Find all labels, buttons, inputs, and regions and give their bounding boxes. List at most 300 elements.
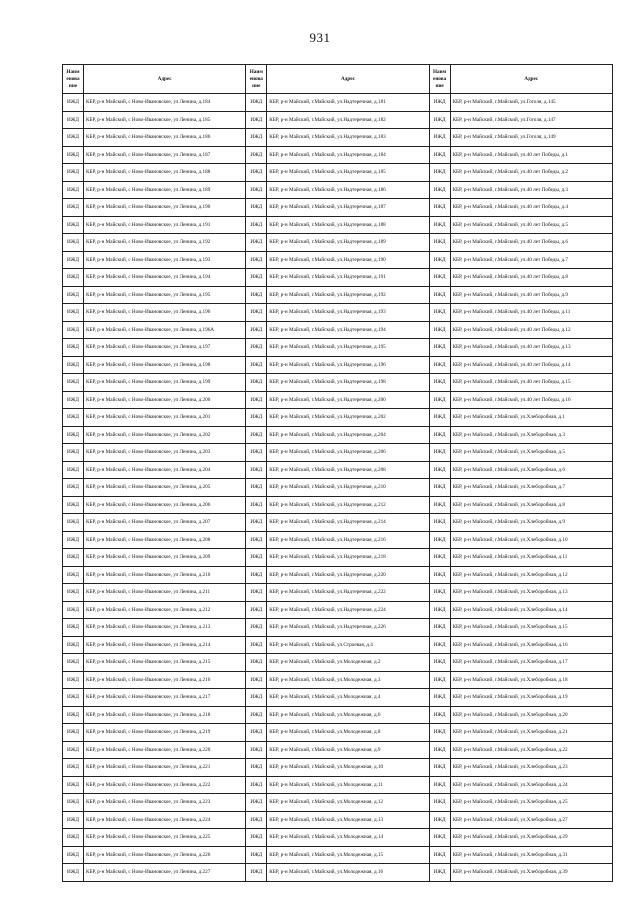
building-type-cell: ИЖД	[246, 374, 267, 392]
table-body	[63, 94, 613, 882]
building-type-cell: ИЖД	[63, 234, 84, 252]
building-type-cell: ИЖД	[63, 794, 84, 812]
address-cell: КБР, р-н Майский, г.Майский, ул.Надтеречная, д.204	[267, 426, 429, 444]
building-type-cell: ИЖД	[246, 794, 267, 812]
address-cell: КБР, р-н Майский, г.Майский, ул.Надтеречная, д.202	[267, 409, 429, 427]
address-cell: КБР, р-н Майский, г.Майский, ул.Хлеборобная, д.14	[450, 601, 612, 619]
building-type-cell: ИЖД	[63, 461, 84, 479]
building-type-cell: ИЖД	[246, 601, 267, 619]
address-cell: КБР, р-н Майский, г.Майский, ул.40 лет Победы, д.13	[450, 339, 612, 357]
address-cell: КБР, р-н Майский, г.Майский, ул.Строевая, д.4	[267, 636, 429, 654]
address-cell: КБР, р-н Майский, г.Майский, ул.Молодежная, д.11	[267, 776, 429, 794]
building-type-cell: ИЖД	[246, 566, 267, 584]
address-cell: КБР, р-н Майский, г.Майский, ул.Хлеборобная, д.13	[450, 584, 612, 602]
building-type-cell: ИЖД	[63, 479, 84, 497]
address-cell: КБР, р-н Майский, г.Майский, ул.Надтеречная, д.187	[267, 199, 429, 217]
table-row	[63, 356, 613, 374]
address-cell: КБР, р-н Майский, г.Майский, ул.Надтеречная, д.182	[267, 111, 429, 129]
building-type-cell: ИЖД	[429, 199, 450, 217]
address-cell: КБР, р-н Майский, с Ново-Ивановское, ул Ленина, д.206	[84, 496, 246, 514]
address-cell: КБР, р-н Майский, г.Майский, ул.Надтеречная, д.206	[267, 444, 429, 462]
table-row	[63, 496, 613, 514]
building-type-cell: ИЖД	[429, 864, 450, 882]
address-cell: КБР, р-н Майский, г.Майский, ул.Хлеборобная, д.6	[450, 461, 612, 479]
building-type-cell: ИЖД	[429, 846, 450, 864]
address-cell: КБР, р-н Майский, г.Майский, ул.40 лет Победы, д.15	[450, 374, 612, 392]
table-row	[63, 759, 613, 777]
building-type-cell: ИЖД	[63, 111, 84, 129]
address-cell: КБР, р-н Майский, г.Майский, ул.40 лет Победы, д.6	[450, 234, 612, 252]
address-cell: КБР, р-н Майский, г.Майский, ул.Надтеречная, д.185	[267, 164, 429, 182]
address-cell: КБР, р-н Майский, г.Майский, ул.Молодежная, д.6	[267, 706, 429, 724]
building-type-cell: ИЖД	[63, 776, 84, 794]
address-cell: КБР, р-н Майский, г.Майский, ул.Хлеборобная, д.17	[450, 654, 612, 672]
building-type-cell: ИЖД	[429, 321, 450, 339]
address-cell: КБР, р-н Майский, с Ново-Ивановское, ул Ленина, д.216	[84, 671, 246, 689]
building-type-cell: ИЖД	[429, 111, 450, 129]
address-cell: КБР, р-н Майский, г.Майский, ул.Хлеборобная, д.27	[450, 811, 612, 829]
table-row	[63, 286, 613, 304]
building-type-cell: ИЖД	[429, 584, 450, 602]
building-type-cell: ИЖД	[63, 391, 84, 409]
building-type-cell: ИЖД	[246, 706, 267, 724]
table-row	[63, 304, 613, 322]
building-type-cell: ИЖД	[429, 531, 450, 549]
address-cell: КБР, р-н Майский, с Ново-Ивановское, ул Ленина, д.185	[84, 111, 246, 129]
building-type-cell: ИЖД	[429, 164, 450, 182]
column-header-address: Адрес	[450, 65, 612, 94]
address-cell: КБР, р-н Майский, с Ново-Ивановское, ул Ленина, д.196	[84, 304, 246, 322]
building-type-cell: ИЖД	[429, 811, 450, 829]
building-type-cell: ИЖД	[63, 146, 84, 164]
building-type-cell: ИЖД	[429, 391, 450, 409]
address-cell: КБР, р-н Майский, с Ново-Ивановское, ул Ленина, д.212	[84, 601, 246, 619]
address-cell: КБР, р-н Майский, г.Майский, ул.Надтеречная, д.192	[267, 286, 429, 304]
building-type-cell: ИЖД	[246, 321, 267, 339]
address-cell: КБР, р-н Майский, г.Майский, ул.Хлеборобная, д.39	[450, 864, 612, 882]
building-type-cell: ИЖД	[429, 724, 450, 742]
building-type-cell: ИЖД	[246, 584, 267, 602]
address-cell: КБР, р-н Майский, с Ново-Ивановское, ул Ленина, д.225	[84, 829, 246, 847]
building-type-cell: ИЖД	[63, 724, 84, 742]
table-row	[63, 566, 613, 584]
address-cell: КБР, р-н Майский, г.Майский, ул.Молодежная, д.3	[267, 671, 429, 689]
building-type-cell: ИЖД	[246, 549, 267, 567]
address-cell: КБР, р-н Майский, г.Майский, ул.Надтеречная, д.200	[267, 391, 429, 409]
address-cell: КБР, р-н Майский, г.Майский, ул.40 лет Победы, д.9	[450, 286, 612, 304]
address-cell: КБР, р-н Майский, г.Майский, ул.Гоголя, д.149	[450, 129, 612, 147]
building-type-cell: ИЖД	[63, 531, 84, 549]
building-type-cell: ИЖД	[429, 496, 450, 514]
building-type-cell: ИЖД	[429, 356, 450, 374]
building-type-cell: ИЖД	[429, 304, 450, 322]
address-cell: КБР, р-н Майский, с Ново-Ивановское, ул Ленина, д.218	[84, 706, 246, 724]
building-type-cell: ИЖД	[63, 164, 84, 182]
building-type-cell: ИЖД	[429, 514, 450, 532]
table-row	[63, 146, 613, 164]
building-type-cell: ИЖД	[429, 601, 450, 619]
column-header-type: Наим енова ние	[429, 65, 450, 94]
address-cell: КБР, р-н Майский, г.Майский, ул.Надтеречная, д.222	[267, 584, 429, 602]
table-row	[63, 461, 613, 479]
address-cell: КБР, р-н Майский, г.Майский, ул.Надтеречная, д.220	[267, 566, 429, 584]
building-type-cell: ИЖД	[246, 531, 267, 549]
address-cell: КБР, р-н Майский, с Ново-Ивановское, ул Ленина, д.184	[84, 94, 246, 112]
building-type-cell: ИЖД	[429, 94, 450, 112]
table-row	[63, 619, 613, 637]
building-type-cell: ИЖД	[63, 374, 84, 392]
address-cell: КБР, р-н Майский, г.Майский, ул.Надтеречная, д.196	[267, 356, 429, 374]
building-type-cell: ИЖД	[63, 584, 84, 602]
table-row	[63, 531, 613, 549]
building-type-cell: ИЖД	[63, 199, 84, 217]
building-type-cell: ИЖД	[429, 636, 450, 654]
address-cell: КБР, р-н Майский, с Ново-Ивановское, ул Ленина, д.223	[84, 794, 246, 812]
building-type-cell: ИЖД	[63, 514, 84, 532]
table-row	[63, 374, 613, 392]
building-type-cell: ИЖД	[429, 146, 450, 164]
building-type-cell: ИЖД	[63, 741, 84, 759]
building-type-cell: ИЖД	[429, 689, 450, 707]
address-cell: КБР, р-н Майский, г.Майский, ул.Надтеречная, д.181	[267, 94, 429, 112]
table-row	[63, 339, 613, 357]
table-row	[63, 391, 613, 409]
building-type-cell: ИЖД	[63, 426, 84, 444]
address-cell: КБР, р-н Майский, с Ново-Ивановское, ул Ленина, д.215	[84, 654, 246, 672]
table-row	[63, 776, 613, 794]
address-cell: КБР, р-н Майский, г.Майский, ул.Молодежная, д.10	[267, 759, 429, 777]
table-row	[63, 829, 613, 847]
building-type-cell: ИЖД	[429, 479, 450, 497]
table-row	[63, 654, 613, 672]
table-row	[63, 181, 613, 199]
table-row	[63, 689, 613, 707]
building-type-cell: ИЖД	[63, 864, 84, 882]
address-cell: КБР, р-н Майский, с Ново-Ивановское, ул Ленина, д.194	[84, 269, 246, 287]
building-type-cell: ИЖД	[246, 339, 267, 357]
column-header-address: Адрес	[267, 65, 429, 94]
building-type-cell: ИЖД	[246, 864, 267, 882]
table-row	[63, 514, 613, 532]
address-cell: КБР, р-н Майский, с Ново-Ивановское, ул Ленина, д.191	[84, 216, 246, 234]
address-cell: КБР, р-н Майский, с Ново-Ивановское, ул Ленина, д.217	[84, 689, 246, 707]
building-type-cell: ИЖД	[63, 636, 84, 654]
address-cell: КБР, р-н Майский, с Ново-Ивановское, ул Ленина, д.211	[84, 584, 246, 602]
address-cell: КБР, р-н Майский, г.Майский, ул.Надтеречная, д.195	[267, 339, 429, 357]
building-type-cell: ИЖД	[63, 549, 84, 567]
building-type-cell: ИЖД	[246, 776, 267, 794]
address-cell: КБР, р-н Майский, г.Майский, ул.Хлеборобная, д.25	[450, 794, 612, 812]
address-cell: КБР, р-н Майский, с Ново-Ивановское, ул Ленина, д.198	[84, 356, 246, 374]
building-type-cell: ИЖД	[63, 286, 84, 304]
address-cell: КБР, р-н Майский, г.Майский, ул.Хлеборобная, д.8	[450, 496, 612, 514]
address-cell: КБР, р-н Майский, г.Майский, ул.40 лет Победы, д.16	[450, 391, 612, 409]
address-cell: КБР, р-н Майский, с Ново-Ивановское, ул Ленина, д.222	[84, 776, 246, 794]
building-type-cell: ИЖД	[63, 829, 84, 847]
table-row	[63, 129, 613, 147]
address-cell: КБР, р-н Майский, г.Майский, ул.Хлеборобная, д.19	[450, 689, 612, 707]
address-cell: КБР, р-н Майский, с Ново-Ивановское, ул Ленина, д.208	[84, 531, 246, 549]
building-type-cell: ИЖД	[63, 759, 84, 777]
address-cell: КБР, р-н Майский, г.Майский, ул.Хлеборобная, д.24	[450, 776, 612, 794]
address-cell: КБР, р-н Майский, г.Майский, ул.Хлеборобная, д.5	[450, 444, 612, 462]
address-cell: КБР, р-н Майский, г.Майский, ул.40 лет Победы, д.2	[450, 164, 612, 182]
building-type-cell: ИЖД	[429, 741, 450, 759]
table-row	[63, 479, 613, 497]
building-type-cell: ИЖД	[429, 706, 450, 724]
address-cell: КБР, р-н Майский, г.Майский, ул.Надтеречная, д.208	[267, 461, 429, 479]
building-type-cell: ИЖД	[429, 251, 450, 269]
table-row	[63, 846, 613, 864]
building-type-cell: ИЖД	[246, 146, 267, 164]
address-cell: КБР, р-н Майский, г.Майский, ул.Молодежная, д.16	[267, 864, 429, 882]
table-row	[63, 636, 613, 654]
building-type-cell: ИЖД	[63, 129, 84, 147]
address-cell: КБР, р-н Майский, г.Майский, ул.40 лет Победы, д.5	[450, 216, 612, 234]
address-cell: КБР, р-н Майский, г.Майский, ул.Хлеборобная, д.20	[450, 706, 612, 724]
address-cell: КБР, р-н Майский, г.Майский, ул.Гоголя, д.145	[450, 94, 612, 112]
address-cell: КБР, р-н Майский, г.Майский, ул.Молодежная, д.8	[267, 724, 429, 742]
building-type-cell: ИЖД	[429, 286, 450, 304]
address-cell: КБР, р-н Майский, с Ново-Ивановское, ул Ленина, д.207	[84, 514, 246, 532]
address-cell: КБР, р-н Майский, г.Майский, ул.40 лет Победы, д.3	[450, 181, 612, 199]
address-cell: КБР, р-н Майский, г.Майский, ул.Хлеборобная, д.7	[450, 479, 612, 497]
table-row	[63, 706, 613, 724]
address-cell: КБР, р-н Майский, с Ново-Ивановское, ул Ленина, д.190	[84, 199, 246, 217]
table-header-row	[63, 65, 613, 94]
building-type-cell: ИЖД	[63, 444, 84, 462]
address-cell: КБР, р-н Майский, с Ново-Ивановское, ул Ленина, д.189	[84, 181, 246, 199]
table-row	[63, 234, 613, 252]
address-cell: КБР, р-н Майский, с Ново-Ивановское, ул Ленина, д.193	[84, 251, 246, 269]
table-row	[63, 199, 613, 217]
address-cell: КБР, р-н Майский, г.Майский, ул.Надтеречная, д.210	[267, 479, 429, 497]
address-cell: КБР, р-н Майский, г.Майский, ул.Гоголя, д.147	[450, 111, 612, 129]
building-type-cell: ИЖД	[63, 181, 84, 199]
building-type-cell: ИЖД	[429, 374, 450, 392]
address-cell: КБР, р-н Майский, с Ново-Ивановское, ул Ленина, д.201	[84, 409, 246, 427]
address-cell: КБР, р-н Майский, с Ново-Ивановское, ул Ленина, д.203	[84, 444, 246, 462]
building-type-cell: ИЖД	[246, 94, 267, 112]
address-cell: КБР, р-н Майский, г.Майский, ул.40 лет Победы, д.12	[450, 321, 612, 339]
address-cell: КБР, р-н Майский, с Ново-Ивановское, ул Ленина, д.202	[84, 426, 246, 444]
address-cell: КБР, р-н Майский, г.Майский, ул.Хлеборобная, д.22	[450, 741, 612, 759]
address-cell: КБР, р-н Майский, г.Майский, ул.Молодежная, д.13	[267, 811, 429, 829]
address-cell: КБР, р-н Майский, г.Майский, ул.40 лет Победы, д.4	[450, 199, 612, 217]
building-type-cell: ИЖД	[63, 94, 84, 112]
address-cell: КБР, р-н Майский, г.Майский, ул.Надтеречная, д.194	[267, 321, 429, 339]
address-cell: КБР, р-н Майский, г.Майский, ул.Надтеречная, д.224	[267, 601, 429, 619]
address-cell: КБР, р-н Майский, с Ново-Ивановское, ул Ленина, д.188	[84, 164, 246, 182]
address-cell: КБР, р-н Майский, с Ново-Ивановское, ул Ленина, д.220	[84, 741, 246, 759]
table-row	[63, 724, 613, 742]
building-type-cell: ИЖД	[63, 654, 84, 672]
address-cell: КБР, р-н Майский, г.Майский, ул.Надтеречная, д.193	[267, 304, 429, 322]
building-type-cell: ИЖД	[246, 829, 267, 847]
building-type-cell: ИЖД	[63, 846, 84, 864]
building-type-cell: ИЖД	[429, 549, 450, 567]
address-cell: КБР, р-н Майский, с Ново-Ивановское, ул Ленина, д.213	[84, 619, 246, 637]
address-cell: КБР, р-н Майский, г.Майский, ул.Надтеречная, д.212	[267, 496, 429, 514]
table-row	[63, 269, 613, 287]
address-cell: КБР, р-н Майский, г.Майский, ул.40 лет Победы, д.1	[450, 146, 612, 164]
building-type-cell: ИЖД	[63, 619, 84, 637]
building-type-cell: ИЖД	[246, 479, 267, 497]
address-cell: КБР, р-н Майский, г.Майский, ул.Молодежная, д.12	[267, 794, 429, 812]
page-number: 931	[309, 30, 331, 45]
building-type-cell: ИЖД	[63, 321, 84, 339]
building-type-cell: ИЖД	[246, 811, 267, 829]
table-row	[63, 409, 613, 427]
column-header-type: Наим енова ние	[246, 65, 267, 94]
building-type-cell: ИЖД	[429, 654, 450, 672]
address-cell: КБР, р-н Майский, с Ново-Ивановское, ул Ленина, д.219	[84, 724, 246, 742]
address-cell: КБР, р-н Майский, г.Майский, ул.Молодежная, д.9	[267, 741, 429, 759]
table-row	[63, 794, 613, 812]
address-cell: КБР, р-н Майский, г.Майский, ул.Хлеборобная, д.11	[450, 549, 612, 567]
building-type-cell: ИЖД	[246, 671, 267, 689]
address-cell: КБР, р-н Майский, с Ново-Ивановское, ул Ленина, д.204	[84, 461, 246, 479]
building-type-cell: ИЖД	[429, 426, 450, 444]
building-type-cell: ИЖД	[63, 304, 84, 322]
building-type-cell: ИЖД	[246, 759, 267, 777]
building-type-cell: ИЖД	[246, 636, 267, 654]
building-type-cell: ИЖД	[246, 724, 267, 742]
table-row	[63, 549, 613, 567]
table-row	[63, 864, 613, 882]
building-type-cell: ИЖД	[429, 566, 450, 584]
building-type-cell: ИЖД	[429, 829, 450, 847]
table-row	[63, 444, 613, 462]
building-type-cell: ИЖД	[246, 846, 267, 864]
column-header-type: Наим енова ние	[63, 65, 84, 94]
address-cell: КБР, р-н Майский, с Ново-Ивановское, ул Ленина, д.205	[84, 479, 246, 497]
building-type-cell: ИЖД	[429, 794, 450, 812]
address-cell: КБР, р-н Майский, г.Майский, ул.Хлеборобная, д.10	[450, 531, 612, 549]
table-row	[63, 426, 613, 444]
address-cell: КБР, р-н Майский, г.Майский, ул.Надтеречная, д.198	[267, 374, 429, 392]
table-row	[63, 94, 613, 112]
building-type-cell: ИЖД	[429, 444, 450, 462]
address-cell: КБР, р-н Майский, с Ново-Ивановское, ул Ленина, д.214	[84, 636, 246, 654]
address-cell: КБР, р-н Майский, с Ново-Ивановское, ул Ленина, д.187	[84, 146, 246, 164]
table-row	[63, 601, 613, 619]
building-type-cell: ИЖД	[246, 689, 267, 707]
building-type-cell: ИЖД	[63, 216, 84, 234]
building-type-cell: ИЖД	[246, 234, 267, 252]
address-cell: КБР, р-н Майский, г.Майский, ул.Надтеречная, д.216	[267, 531, 429, 549]
building-type-cell: ИЖД	[63, 689, 84, 707]
address-cell: КБР, р-н Майский, г.Майский, ул.Хлеборобная, д.31	[450, 846, 612, 864]
building-type-cell: ИЖД	[429, 461, 450, 479]
building-type-cell: ИЖД	[63, 601, 84, 619]
building-type-cell: ИЖД	[246, 251, 267, 269]
address-cell: КБР, р-н Майский, с Ново-Ивановское, ул Ленина, д.192	[84, 234, 246, 252]
address-cell: КБР, р-н Майский, г.Майский, ул.Хлеборобная, д.18	[450, 671, 612, 689]
address-cell: КБР, р-н Майский, с Ново-Ивановское, ул Ленина, д.227	[84, 864, 246, 882]
address-cell: КБР, р-н Майский, с Ново-Ивановское, ул Ленина, д.199	[84, 374, 246, 392]
building-type-cell: ИЖД	[63, 496, 84, 514]
address-cell: КБР, р-н Майский, г.Майский, ул.Хлеборобная, д.23	[450, 759, 612, 777]
building-type-cell: ИЖД	[246, 216, 267, 234]
building-type-cell: ИЖД	[429, 619, 450, 637]
address-cell: КБР, р-н Майский, г.Майский, ул.Молодежная, д.2	[267, 654, 429, 672]
building-type-cell: ИЖД	[429, 759, 450, 777]
building-type-cell: ИЖД	[246, 286, 267, 304]
building-type-cell: ИЖД	[246, 304, 267, 322]
address-cell: КБР, р-н Майский, с Ново-Ивановское, ул Ленина, д.210	[84, 566, 246, 584]
building-type-cell: ИЖД	[429, 234, 450, 252]
address-cell: КБР, р-н Майский, г.Майский, ул.Надтеречная, д.183	[267, 129, 429, 147]
building-type-cell: ИЖД	[63, 339, 84, 357]
building-type-cell: ИЖД	[63, 251, 84, 269]
building-type-cell: ИЖД	[63, 811, 84, 829]
table-row	[63, 584, 613, 602]
building-type-cell: ИЖД	[246, 426, 267, 444]
address-cell: КБР, р-н Майский, г.Майский, ул.40 лет Победы, д.7	[450, 251, 612, 269]
building-type-cell: ИЖД	[246, 409, 267, 427]
address-cell: КБР, р-н Майский, г.Майский, ул.40 лет Победы, д.8	[450, 269, 612, 287]
address-cell: КБР, р-н Майский, г.Майский, ул.Молодежная, д.15	[267, 846, 429, 864]
building-type-cell: ИЖД	[246, 741, 267, 759]
building-type-cell: ИЖД	[429, 671, 450, 689]
address-cell: КБР, р-н Майский, г.Майский, ул.Надтеречная, д.191	[267, 269, 429, 287]
building-type-cell: ИЖД	[246, 514, 267, 532]
building-type-cell: ИЖД	[246, 444, 267, 462]
building-type-cell: ИЖД	[246, 461, 267, 479]
building-type-cell: ИЖД	[429, 776, 450, 794]
building-type-cell: ИЖД	[246, 356, 267, 374]
building-type-cell: ИЖД	[246, 496, 267, 514]
address-cell: КБР, р-н Майский, г.Майский, ул.Хлеборобная, д.15	[450, 619, 612, 637]
address-cell: КБР, р-н Майский, г.Майский, ул.Хлеборобная, д.1	[450, 409, 612, 427]
address-cell: КБР, р-н Майский, г.Майский, ул.Надтеречная, д.189	[267, 234, 429, 252]
address-cell: КБР, р-н Майский, с Ново-Ивановское, ул Ленина, д.221	[84, 759, 246, 777]
building-type-cell: ИЖД	[246, 199, 267, 217]
address-cell: КБР, р-н Майский, с Ново-Ивановское, ул Ленина, д.200	[84, 391, 246, 409]
address-cell: КБР, р-н Майский, с Ново-Ивановское, ул Ленина, д.197	[84, 339, 246, 357]
address-cell: КБР, р-н Майский, г.Майский, ул.Надтеречная, д.186	[267, 181, 429, 199]
building-type-cell: ИЖД	[63, 409, 84, 427]
address-cell: КБР, р-н Майский, г.Майский, ул.40 лет Победы, д.11	[450, 304, 612, 322]
table-row	[63, 164, 613, 182]
building-type-cell: ИЖД	[246, 619, 267, 637]
address-cell: КБР, р-н Майский, г.Майский, ул.Надтеречная, д.188	[267, 216, 429, 234]
address-cell: КБР, р-н Майский, г.Майский, ул.Надтеречная, д.214	[267, 514, 429, 532]
address-cell: КБР, р-н Майский, с Ново-Ивановское, ул Ленина, д.226	[84, 846, 246, 864]
table-row	[63, 216, 613, 234]
table-row	[63, 111, 613, 129]
address-cell: КБР, р-н Майский, с Ново-Ивановское, ул Ленина, д.209	[84, 549, 246, 567]
table-row	[63, 251, 613, 269]
building-type-cell: ИЖД	[63, 566, 84, 584]
building-type-cell: ИЖД	[63, 269, 84, 287]
address-cell: КБР, р-н Майский, с Ново-Ивановское, ул Ленина, д.196А	[84, 321, 246, 339]
address-cell: КБР, р-н Майский, г.Майский, ул.Хлеборобная, д.21	[450, 724, 612, 742]
building-type-cell: ИЖД	[63, 671, 84, 689]
building-type-cell: ИЖД	[246, 164, 267, 182]
building-type-cell: ИЖД	[246, 391, 267, 409]
table-row	[63, 671, 613, 689]
building-type-cell: ИЖД	[246, 181, 267, 199]
address-cell: КБР, р-н Майский, г.Майский, ул.Хлеборобная, д.16	[450, 636, 612, 654]
address-cell: КБР, р-н Майский, г.Майский, ул.Надтеречная, д.184	[267, 146, 429, 164]
building-type-cell: ИЖД	[429, 269, 450, 287]
address-cell: КБР, р-н Майский, г.Майский, ул.Хлеборобная, д.12	[450, 566, 612, 584]
table-row	[63, 321, 613, 339]
building-type-cell: ИЖД	[63, 706, 84, 724]
table-row	[63, 811, 613, 829]
